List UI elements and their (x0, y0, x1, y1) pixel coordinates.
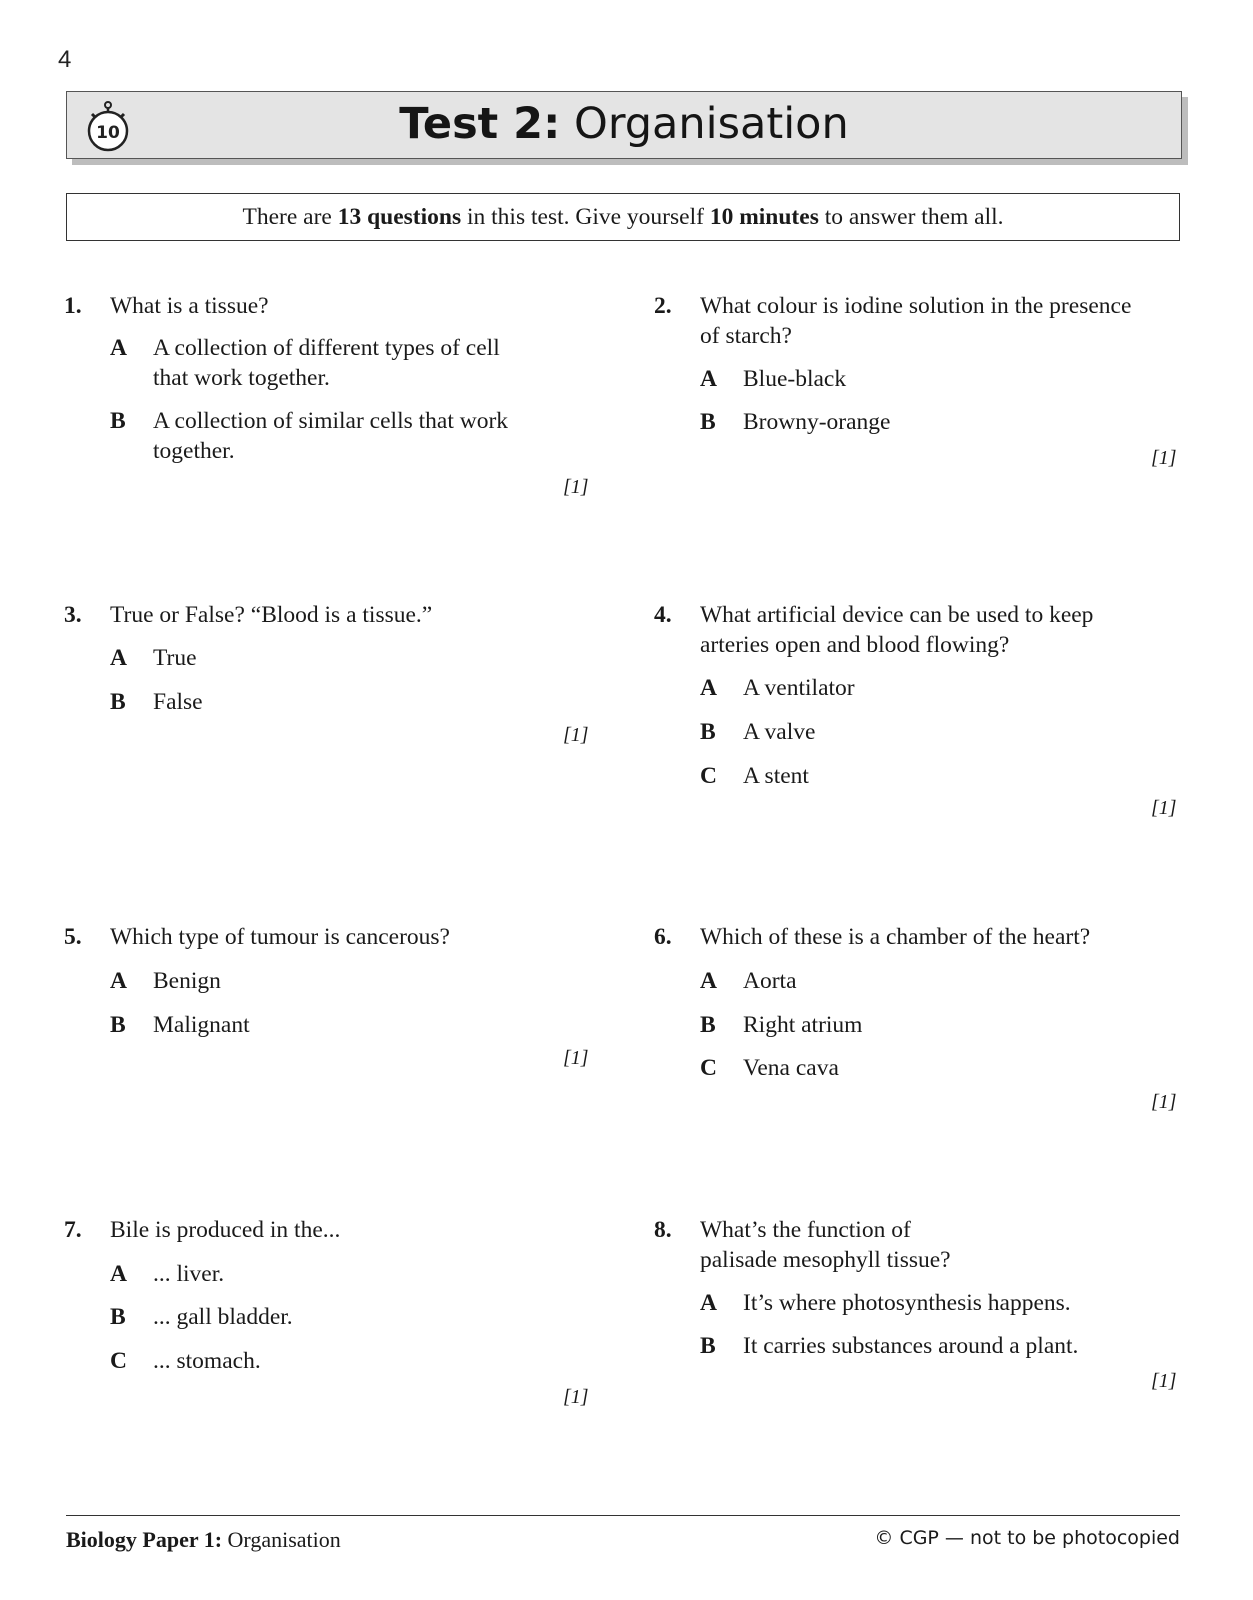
option-text: that work together. (153, 365, 330, 391)
page-title (67, 98, 1181, 150)
question-text: Bile is produced in the... (110, 1217, 341, 1243)
question-text: What is a tissue? (110, 293, 269, 319)
question-number: 3. (64, 602, 82, 628)
instructions-text: There are (242, 204, 338, 230)
question-text: Which type of tumour is cancerous? (110, 924, 450, 950)
question-text: What’s the function of (700, 1217, 911, 1243)
option-text: True (153, 645, 197, 671)
footer-divider (66, 1515, 1180, 1516)
option-letter: B (700, 1012, 716, 1038)
question-number: 6. (654, 924, 672, 950)
option-letter: B (700, 719, 716, 745)
option-text: It’s where photosynthesis happens. (743, 1290, 1071, 1316)
question-text: of starch? (700, 323, 792, 349)
option-letter: B (110, 1012, 126, 1038)
option-letter: B (110, 408, 126, 434)
option-text: ... stomach. (153, 1348, 261, 1374)
option-text: ... liver. (153, 1261, 225, 1287)
marks-label: [1] (563, 724, 589, 746)
option-letter: C (700, 1055, 717, 1081)
option-letter: A (110, 335, 127, 361)
option-text: It carries substances around a plant. (743, 1333, 1079, 1359)
marks-label: [1] (563, 1047, 589, 1069)
option-text: Blue-black (743, 366, 847, 392)
option-letter: A (700, 675, 717, 701)
question-text: What artificial device can be used to keep (700, 602, 1094, 628)
option-letter: A (110, 968, 127, 994)
footer-copyright: © CGP — not to be photocopied (874, 1527, 1180, 1549)
title-banner (66, 91, 1182, 159)
option-letter: C (700, 763, 717, 789)
question-number: 1. (64, 293, 82, 319)
footer-paper: Biology Paper 1: (66, 1527, 223, 1552)
option-text: ... gall bladder. (153, 1304, 293, 1330)
footer-subject (66, 1527, 341, 1553)
title-bold: Test 2: (399, 99, 561, 149)
option-letter: A (700, 968, 717, 994)
option-letter: C (110, 1348, 127, 1374)
marks-label: [1] (1151, 1370, 1177, 1392)
option-text: A stent (743, 763, 809, 789)
question-count: 13 questions (337, 204, 462, 230)
question-number: 2. (654, 293, 672, 319)
option-text: Malignant (153, 1012, 250, 1038)
option-letter: B (110, 689, 126, 715)
marks-label: [1] (563, 476, 589, 498)
marks-label: [1] (563, 1386, 589, 1408)
option-text: A valve (743, 719, 816, 745)
time-limit: 10 minutes (709, 204, 819, 230)
option-text: False (153, 689, 203, 715)
option-text: Aorta (743, 968, 797, 994)
option-letter: B (700, 409, 716, 435)
option-text: Browny-orange (743, 409, 891, 435)
option-letter: A (110, 645, 127, 671)
option-letter: A (700, 1290, 717, 1316)
option-text: Vena cava (743, 1055, 839, 1081)
title-rest: Organisation (560, 99, 849, 149)
question-number: 4. (654, 602, 672, 628)
question-number: 5. (64, 924, 82, 950)
option-letter: A (700, 366, 717, 392)
instructions-text: to answer them all. (818, 204, 1004, 230)
option-text: together. (153, 438, 235, 464)
option-letter: B (700, 1333, 716, 1359)
option-letter: A (110, 1261, 127, 1287)
page-number: 4 (58, 46, 72, 73)
footer-topic: Organisation (222, 1527, 341, 1552)
option-text: Benign (153, 968, 221, 994)
question-text: palisade mesophyll tissue? (700, 1247, 951, 1273)
option-text: A collection of different types of cell (153, 335, 500, 361)
instructions-box (66, 193, 1180, 241)
instructions-text: in this test. Give yourself (461, 204, 710, 230)
marks-label: [1] (1151, 447, 1177, 469)
option-text: A collection of similar cells that work (153, 408, 509, 434)
marks-label: [1] (1151, 797, 1177, 819)
option-letter: B (110, 1304, 126, 1330)
marks-label: [1] (1151, 1091, 1177, 1113)
question-text: Which of these is a chamber of the heart? (700, 924, 1091, 950)
option-text: A ventilator (743, 675, 855, 701)
question-text: arteries open and blood flowing? (700, 632, 1010, 658)
question-number: 7. (64, 1217, 82, 1243)
question-text: What colour is iodine solution in the presence (700, 293, 1132, 319)
question-number: 8. (654, 1217, 672, 1243)
timer-minutes: 10 (96, 123, 120, 143)
option-text: Right atrium (743, 1012, 863, 1038)
question-text: True or False? “Blood is a tissue.” (110, 602, 433, 628)
